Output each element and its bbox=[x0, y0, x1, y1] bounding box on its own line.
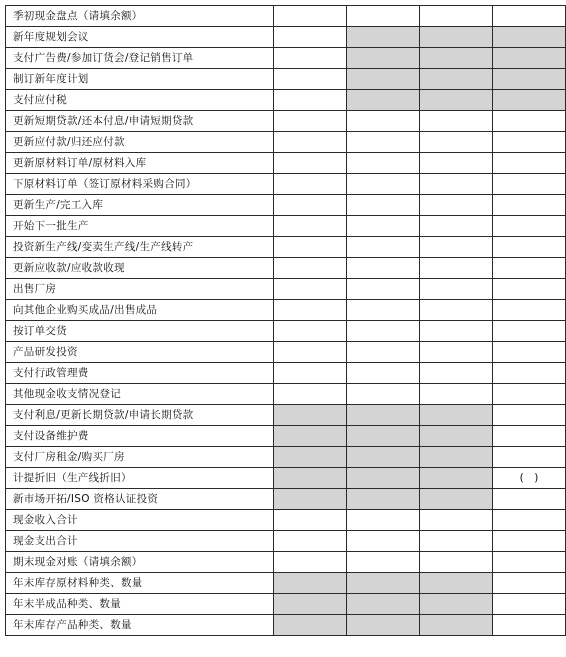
entry-cell[interactable] bbox=[493, 489, 566, 510]
entry-cell[interactable] bbox=[274, 6, 347, 27]
entry-cell[interactable] bbox=[493, 216, 566, 237]
row-label: 出售厂房 bbox=[6, 279, 274, 300]
entry-cell[interactable] bbox=[420, 279, 493, 300]
table-row bbox=[6, 6, 566, 27]
table-row bbox=[6, 300, 566, 321]
entry-cell[interactable] bbox=[493, 405, 566, 426]
entry-cell[interactable] bbox=[347, 174, 420, 195]
table-row bbox=[6, 174, 566, 195]
shaded-cell bbox=[420, 615, 493, 636]
entry-cell[interactable] bbox=[420, 6, 493, 27]
entry-cell[interactable] bbox=[274, 552, 347, 573]
table-row bbox=[6, 594, 566, 615]
entry-cell[interactable] bbox=[274, 237, 347, 258]
entry-cell[interactable] bbox=[420, 237, 493, 258]
row-label: 更新应收款/应收款收现 bbox=[6, 258, 274, 279]
table-row bbox=[6, 48, 566, 69]
row-label: 更新原材料订单/原材料入库 bbox=[6, 153, 274, 174]
entry-cell[interactable] bbox=[493, 300, 566, 321]
table-row bbox=[6, 384, 566, 405]
entry-cell[interactable] bbox=[347, 363, 420, 384]
shaded-cell bbox=[420, 447, 493, 468]
row-label: 按订单交货 bbox=[6, 321, 274, 342]
row-label: 期末现金对账（请填余额） bbox=[6, 552, 274, 573]
table-row bbox=[6, 132, 566, 153]
entry-cell[interactable] bbox=[493, 153, 566, 174]
shaded-cell bbox=[274, 615, 347, 636]
table-row bbox=[6, 426, 566, 447]
table-row bbox=[6, 573, 566, 594]
entry-cell[interactable] bbox=[420, 510, 493, 531]
row-label: 计提折旧（生产线折旧） bbox=[6, 468, 274, 489]
entry-cell[interactable] bbox=[420, 195, 493, 216]
shaded-cell bbox=[420, 489, 493, 510]
entry-cell[interactable] bbox=[493, 447, 566, 468]
table-row bbox=[6, 552, 566, 573]
table-row bbox=[6, 90, 566, 111]
table-row bbox=[6, 447, 566, 468]
row-label: 支付广告费/参加订货会/登记销售订单 bbox=[6, 48, 274, 69]
shaded-cell bbox=[420, 468, 493, 489]
shaded-cell bbox=[493, 90, 566, 111]
shaded-cell bbox=[493, 48, 566, 69]
entry-cell[interactable] bbox=[420, 132, 493, 153]
entry-cell[interactable] bbox=[347, 6, 420, 27]
shaded-cell bbox=[420, 405, 493, 426]
entry-cell[interactable] bbox=[274, 363, 347, 384]
entry-cell[interactable] bbox=[493, 531, 566, 552]
row-label: 向其他企业购买成品/出售成品 bbox=[6, 300, 274, 321]
entry-cell[interactable] bbox=[274, 342, 347, 363]
entry-cell[interactable] bbox=[493, 321, 566, 342]
entry-cell[interactable] bbox=[347, 237, 420, 258]
entry-cell[interactable] bbox=[347, 216, 420, 237]
entry-cell[interactable] bbox=[420, 153, 493, 174]
shaded-cell bbox=[420, 426, 493, 447]
entry-cell[interactable] bbox=[347, 153, 420, 174]
shaded-cell bbox=[420, 573, 493, 594]
shaded-cell bbox=[420, 594, 493, 615]
entry-cell[interactable] bbox=[274, 195, 347, 216]
row-label: 制订新年度计划 bbox=[6, 69, 274, 90]
entry-cell[interactable] bbox=[420, 342, 493, 363]
entry-cell[interactable] bbox=[274, 216, 347, 237]
shaded-cell bbox=[493, 69, 566, 90]
entry-cell[interactable] bbox=[347, 384, 420, 405]
table-row bbox=[6, 615, 566, 636]
row-label: 其他现金收支情况登记 bbox=[6, 384, 274, 405]
shaded-cell bbox=[420, 69, 493, 90]
table-row bbox=[6, 363, 566, 384]
shaded-cell bbox=[274, 594, 347, 615]
entry-cell[interactable] bbox=[420, 300, 493, 321]
shaded-cell bbox=[274, 573, 347, 594]
row-label: 更新生产/完工入库 bbox=[6, 195, 274, 216]
table-row bbox=[6, 69, 566, 90]
shaded-cell bbox=[347, 573, 420, 594]
entry-cell[interactable] bbox=[274, 132, 347, 153]
entry-cell[interactable] bbox=[493, 426, 566, 447]
entry-cell[interactable] bbox=[493, 6, 566, 27]
table-row bbox=[6, 111, 566, 132]
entry-cell[interactable] bbox=[274, 27, 347, 48]
shaded-cell bbox=[347, 489, 420, 510]
table-row bbox=[6, 531, 566, 552]
entry-cell[interactable] bbox=[347, 531, 420, 552]
entry-cell[interactable] bbox=[493, 552, 566, 573]
row-label: 支付应付税 bbox=[6, 90, 274, 111]
table-row bbox=[6, 489, 566, 510]
table-row bbox=[6, 510, 566, 531]
shaded-cell bbox=[274, 447, 347, 468]
entry-cell[interactable] bbox=[274, 111, 347, 132]
row-label: 季初现金盘点（请填余额） bbox=[6, 6, 274, 27]
ledger-body bbox=[6, 6, 566, 636]
entry-cell[interactable] bbox=[274, 300, 347, 321]
row-label: 投资新生产线/变卖生产线/生产线转产 bbox=[6, 237, 274, 258]
table-row bbox=[6, 237, 566, 258]
shaded-cell bbox=[347, 405, 420, 426]
entry-cell[interactable] bbox=[493, 111, 566, 132]
table-row bbox=[6, 405, 566, 426]
entry-cell[interactable] bbox=[274, 510, 347, 531]
entry-cell[interactable] bbox=[493, 363, 566, 384]
row-label: 更新应付款/归还应付款 bbox=[6, 132, 274, 153]
row-label: 产品研发投资 bbox=[6, 342, 274, 363]
entry-cell[interactable] bbox=[420, 111, 493, 132]
entry-cell[interactable] bbox=[493, 132, 566, 153]
shaded-cell bbox=[420, 27, 493, 48]
entry-cell[interactable] bbox=[420, 174, 493, 195]
entry-cell[interactable] bbox=[493, 573, 566, 594]
table-row bbox=[6, 195, 566, 216]
entry-cell[interactable] bbox=[420, 363, 493, 384]
table-row bbox=[6, 321, 566, 342]
shaded-cell bbox=[347, 594, 420, 615]
table-row bbox=[6, 468, 566, 489]
entry-cell[interactable] bbox=[493, 237, 566, 258]
entry-cell[interactable] bbox=[493, 342, 566, 363]
row-label: 年末库存原材料种类、数量 bbox=[6, 573, 274, 594]
row-label: 年末库存产品种类、数量 bbox=[6, 615, 274, 636]
row-label: 年末半成品种类、数量 bbox=[6, 594, 274, 615]
row-label: 支付厂房租金/购买厂房 bbox=[6, 447, 274, 468]
shaded-cell bbox=[420, 48, 493, 69]
entry-cell[interactable] bbox=[347, 111, 420, 132]
entry-cell[interactable] bbox=[420, 258, 493, 279]
entry-cell[interactable] bbox=[347, 258, 420, 279]
entry-cell[interactable] bbox=[420, 321, 493, 342]
entry-cell[interactable] bbox=[347, 195, 420, 216]
shaded-cell bbox=[347, 615, 420, 636]
row-label: 新市场开拓/ISO 资格认证投资 bbox=[6, 489, 274, 510]
row-label: 开始下一批生产 bbox=[6, 216, 274, 237]
row-label: 下原材料订单（签订原材料采购合同） bbox=[6, 174, 274, 195]
shaded-cell bbox=[274, 405, 347, 426]
entry-cell[interactable] bbox=[274, 90, 347, 111]
row-label: 现金支出合计 bbox=[6, 531, 274, 552]
entry-cell[interactable] bbox=[347, 279, 420, 300]
entry-cell[interactable] bbox=[493, 384, 566, 405]
entry-cell[interactable] bbox=[274, 258, 347, 279]
entry-cell[interactable] bbox=[274, 279, 347, 300]
row-label: 支付行政管理费 bbox=[6, 363, 274, 384]
entry-cell[interactable] bbox=[347, 132, 420, 153]
entry-cell[interactable] bbox=[274, 48, 347, 69]
shaded-cell bbox=[274, 489, 347, 510]
row-label: 新年度规划会议 bbox=[6, 27, 274, 48]
entry-cell[interactable] bbox=[274, 69, 347, 90]
entry-cell[interactable] bbox=[420, 552, 493, 573]
shaded-cell bbox=[493, 27, 566, 48]
shaded-cell bbox=[347, 27, 420, 48]
depreciation-entry-cell[interactable]: ( ) bbox=[493, 468, 566, 489]
entry-cell[interactable] bbox=[274, 531, 347, 552]
entry-cell[interactable] bbox=[347, 342, 420, 363]
shaded-cell bbox=[347, 48, 420, 69]
table-row bbox=[6, 258, 566, 279]
table-row bbox=[6, 342, 566, 363]
shaded-cell bbox=[347, 69, 420, 90]
entry-cell[interactable] bbox=[274, 321, 347, 342]
entry-cell[interactable] bbox=[493, 615, 566, 636]
row-label: 支付利息/更新长期贷款/申请长期贷款 bbox=[6, 405, 274, 426]
shaded-cell bbox=[347, 468, 420, 489]
ledger-table bbox=[5, 5, 566, 636]
entry-cell[interactable] bbox=[274, 384, 347, 405]
shaded-cell bbox=[420, 90, 493, 111]
entry-cell[interactable] bbox=[420, 216, 493, 237]
entry-cell[interactable] bbox=[347, 552, 420, 573]
entry-cell[interactable] bbox=[274, 174, 347, 195]
row-label: 更新短期贷款/还本付息/申请短期贷款 bbox=[6, 111, 274, 132]
table-row bbox=[6, 216, 566, 237]
table-row bbox=[6, 279, 566, 300]
entry-cell[interactable] bbox=[493, 195, 566, 216]
entry-cell[interactable] bbox=[420, 384, 493, 405]
table-row bbox=[6, 153, 566, 174]
entry-cell[interactable] bbox=[274, 153, 347, 174]
entry-cell[interactable] bbox=[347, 300, 420, 321]
shaded-cell bbox=[347, 447, 420, 468]
entry-cell[interactable] bbox=[347, 321, 420, 342]
entry-cell[interactable] bbox=[493, 174, 566, 195]
shaded-cell bbox=[274, 468, 347, 489]
entry-cell[interactable] bbox=[347, 510, 420, 531]
row-label: 现金收入合计 bbox=[6, 510, 274, 531]
row-label: 支付设备维护费 bbox=[6, 426, 274, 447]
shaded-cell bbox=[347, 90, 420, 111]
entry-cell[interactable] bbox=[493, 510, 566, 531]
table-row bbox=[6, 27, 566, 48]
shaded-cell bbox=[347, 426, 420, 447]
shaded-cell bbox=[274, 426, 347, 447]
cash-flow-ledger bbox=[5, 5, 566, 636]
entry-cell[interactable] bbox=[493, 279, 566, 300]
entry-cell[interactable] bbox=[493, 594, 566, 615]
entry-cell[interactable] bbox=[420, 531, 493, 552]
entry-cell[interactable] bbox=[493, 258, 566, 279]
